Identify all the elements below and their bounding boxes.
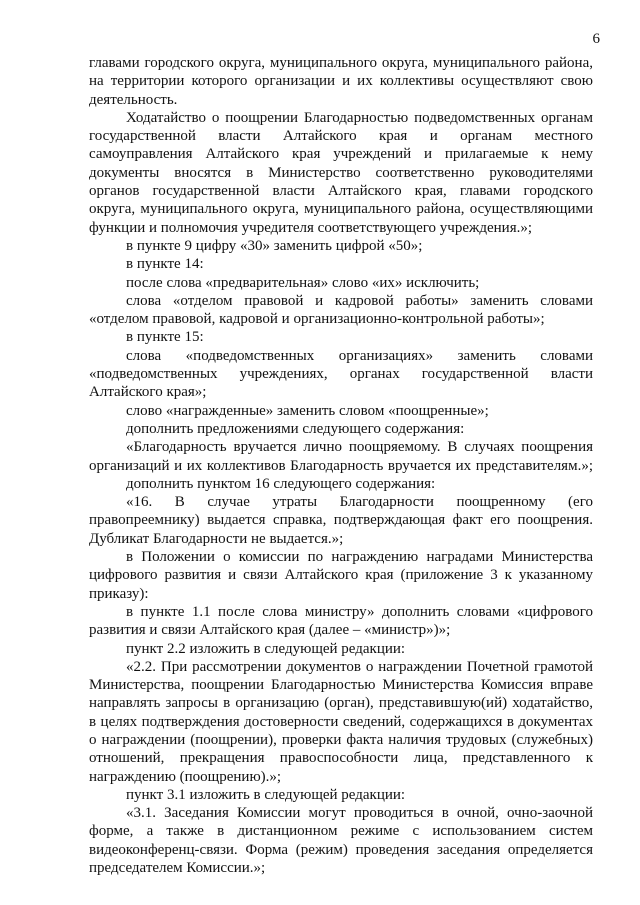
text-line: председателем Комиссии.»;	[89, 860, 266, 877]
text-line: развития и связи Алтайского края (далее – «министр»)»;	[89, 622, 451, 639]
text-line: пункт 3.1 изложить в следующей редакции:	[126, 786, 406, 803]
text-line: на территории которого организации и их коллективы осуществляют свою	[89, 73, 593, 90]
text-line: цифрового развития и связи Алтайского края (приложение 3 к указанному	[89, 567, 593, 584]
text-line: Алтайского края»;	[89, 384, 207, 401]
text-line: деятельность.	[89, 91, 178, 108]
text-line: «16. В случае утраты Благодарности поощренному (его	[126, 494, 593, 511]
text-line: в пункте 9 цифру «30» заменить цифрой «50»;	[126, 237, 423, 254]
text-line: форме, а также в дистанционном режиме с использованием систем	[89, 823, 593, 840]
text-line: слово «награжденные» заменить словом «поощренные»;	[126, 402, 489, 419]
text-line: «подведомственных учреждениях, органах государственной власти	[89, 366, 593, 383]
text-line: видеоконференц-связи. Форма (режим) проведения заседания определяется	[89, 841, 593, 858]
text-line: правопреемнику) выдается справка, подтверждающая факт его поощрения.	[89, 512, 593, 529]
text-line: приказу):	[89, 585, 149, 602]
text-line: органов государственной власти Алтайского края, главами городского	[89, 183, 593, 200]
text-line: в Положении о комиссии по награждению наградами Министерства	[126, 549, 593, 566]
text-line: документы вносятся в Министерство соответственно руководителями	[89, 164, 593, 181]
page-number: 6	[592, 31, 600, 47]
text-line: в целях подтверждения достоверности сведений, содержащихся в документах	[89, 713, 593, 730]
text-line: в пункте 14:	[126, 256, 204, 273]
text-line: государственной власти Алтайского края и органам местного	[89, 128, 593, 145]
text-line: Дубликат Благодарности не выдается.»;	[89, 530, 344, 547]
text-line: о награждении (поощрении), проверки факта наличия трудовых (служебных)	[89, 731, 593, 748]
text-line: награждению (поощрению).»;	[89, 768, 282, 785]
text-line: в пункте 15:	[126, 329, 204, 346]
text-line: в пункте 1.1 после слова министру» дополнить словами «цифрового	[126, 603, 593, 620]
text-line: «отделом правовой, кадровой и организационно-контрольной работы»;	[89, 311, 545, 328]
text-line: дополнить предложениями следующего содержания:	[126, 420, 465, 437]
document-body	[89, 54, 593, 877]
text-line: Министерства, поощрении Благодарностью Министерства Комиссия вправе	[89, 677, 593, 694]
text-line: слова «подведомственных организациях» заменить словами	[126, 347, 593, 364]
text-line: «Благодарность вручается лично поощряемому. В случаях поощрения	[126, 439, 593, 456]
text-line: Ходатайство о поощрении Благодарностью подведомственных органам	[126, 109, 593, 126]
text-line: главами городского округа, муниципального округа, муниципального района,	[89, 55, 593, 71]
text-line: пункт 2.2 изложить в следующей редакции:	[126, 640, 406, 657]
text-line: «2.2. При рассмотрении документов о награждении Почетной грамотой	[126, 658, 593, 675]
text-line: направлять запросы в организацию (орган), представившую(ий) ходатайство,	[89, 695, 593, 712]
text-line: округа, муниципального округа, муниципального района, осуществляющими	[89, 201, 593, 218]
text-line: функции и полномочия учредителя соответствующего учреждения.»;	[89, 219, 533, 236]
text-line: слова «отделом правовой и кадровой работы» заменить словами	[126, 292, 593, 309]
text-line: дополнить пунктом 16 следующего содержания:	[126, 475, 436, 492]
text-line: «3.1. Заседания Комиссии могут проводиться в очной, очно-заочной	[126, 805, 593, 822]
text-line: отношений, прекращения правоспособности лица, представленного к	[89, 750, 593, 767]
text-line: самоуправления Алтайского края учреждений и прилагаемые к нему	[89, 146, 593, 163]
text-line: после слова «предварительная» слово «их» исключить;	[126, 274, 480, 291]
text-line: организаций и их коллективов Благодарность вручается их представителям.»;	[89, 457, 593, 474]
